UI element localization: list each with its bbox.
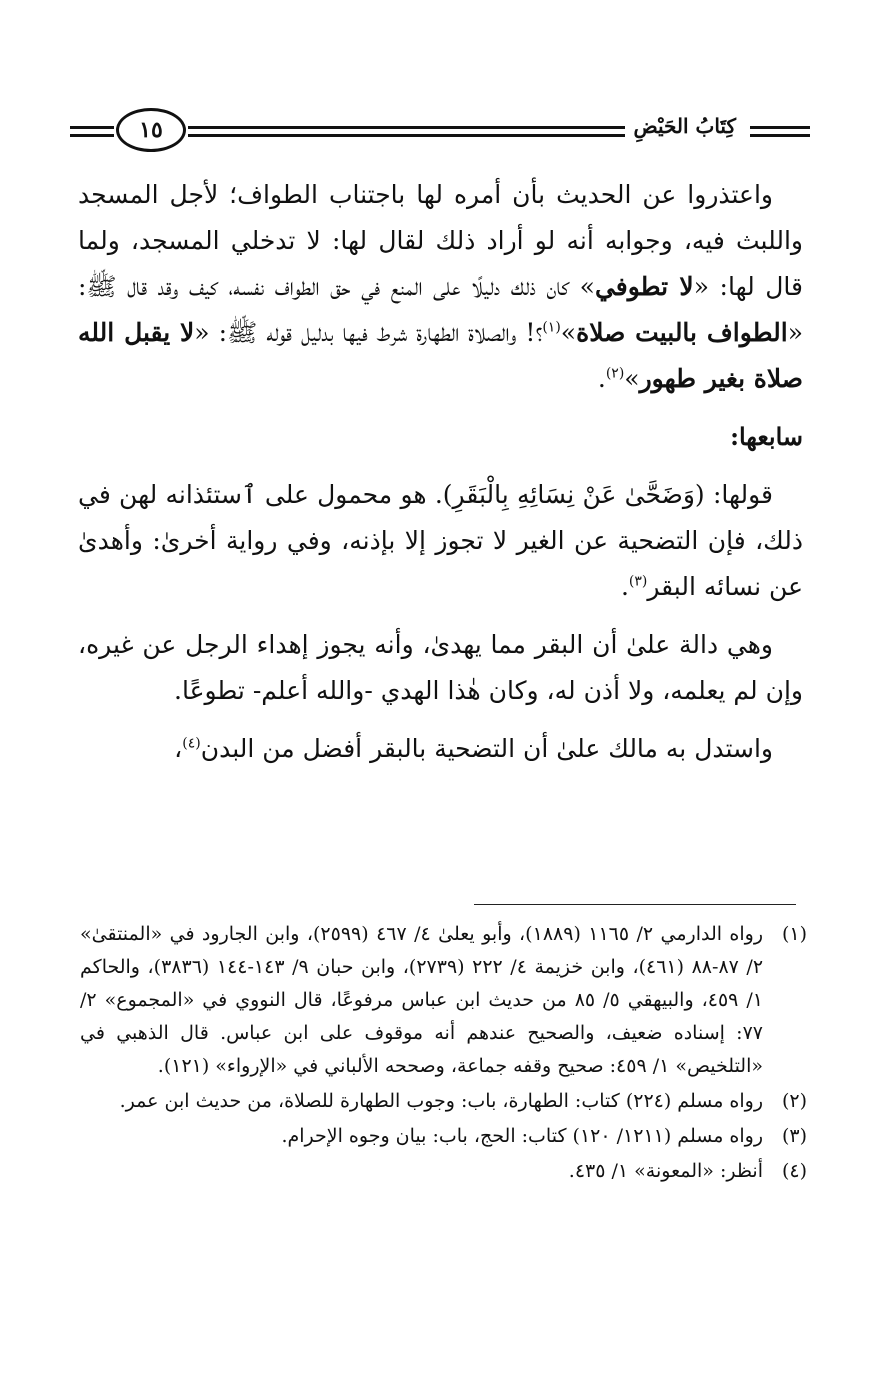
hadith-quote: لا تطوفي [594,272,694,301]
chapter-title: كِتَابُ الحَيْضِ [625,114,744,138]
text-run: » [560,318,577,347]
footnote-ref[interactable]: (٣) [628,573,648,590]
header-rule [70,126,114,129]
footnote-number: (٣) [781,1125,807,1147]
text-run: ؟! والصلاة الطهارة شرط فيها بدليل قوله ﷺ: « [194,318,543,347]
footnotes [80,918,807,1190]
footnote [80,918,807,1083]
text-run: واعتذروا عن الحديث بأن أمره لها باجتناب الطواف؛ لأجل المسجد واللبث فيه، وجوابه أنه لو أراد ذلك لقال لها: لا تدخلي المسجد، ولما قال لها: « [78,180,803,301]
header-rule [750,126,810,129]
footnote-number: (١) [781,923,807,945]
hadith-quote: لا يقبل الله صلاة بغير طهور [78,318,803,393]
text-run: . [597,364,606,393]
text-run: ، [174,734,183,763]
text-run: » [624,364,640,393]
page-header [70,108,810,154]
footnote-text: رواه الدارمي ٢/ ١١٦٥ (١٨٨٩)، وأبو يعلىٰ ٤/ ٤٦٧ (٢٥٩٩)، وابن الجارود في «المنتقىٰ» ٢/ ٨٧-٨٨ (٤٦١)، وابن خزيمة ٤/ ٢٢٢ (٢٧٣٩)، وابن حبان ٩/ ١٤٣-١٤٤ (٣٨٣٦)، والحاكم ١/ ٤٥٩، والبيهقي ٥/ ٨٥ من حديث ابن عباس مرفوعًا، قال النووي في «المجموع» ٢/ ٧٧: إسناده ضعيف، والصحيح عندهم أنه موقوف على ابن عباس. قال الذهبي في «التلخيص» ١/ ٤٥٩: صحيح وقفه جماعة، وصححه الألباني في «الإرواء» (١٢١). [80,923,764,1077]
header-rule [70,134,114,137]
text-run: . [620,572,629,601]
paragraph [78,726,803,772]
header-rule [188,134,692,137]
paragraph [78,472,803,610]
footnote-separator [474,904,796,905]
footnote [80,1120,807,1153]
text-run: واستدل به مالك علىٰ أن التضحية بالبقر أفضل من البدن [200,734,773,763]
footnote-text: رواه مسلم (٢٢٤) كتاب: الطهارة، باب: وجوب الطهارة للصلاة، من حديث ابن عمر. [119,1090,763,1112]
page-number-badge [116,108,186,152]
header-rule [750,134,810,137]
hadith-quote: الطواف بالبيت صلاة [576,318,788,347]
paragraph: وهي دالة علىٰ أن البقر مما يهدىٰ، وأنه يجوز إهداء الرجل عن غيره، وإن لم يعلمه، ولا أذن له، وكان هٰذا الهدي -والله أعلم- تطوعًا. [78,630,803,705]
section-heading: سابعها: [730,422,803,451]
footnote-ref[interactable]: (١) [542,319,561,336]
text-run: » كان ذلك دليلًا على المنع في حق الطواف نفسه، كيف وقد قال ﷺ: « [78,272,803,347]
page-number: ١٥ [139,117,163,143]
text-run: قولها: (وَضَحَّىٰ عَنْ نِسَائِهِ بِالْبَقَرِ). هو محمول على ٱستئذانه لهن في ذلك، فإن التضحية عن الغير لا تجوز إلا بإذنه، وفي رواية أخرىٰ: وأهدىٰ عن نسائه البقر [78,480,803,601]
footnote-ref[interactable]: (٢) [605,365,625,382]
footnote-number: (٢) [781,1090,807,1112]
header-rule [188,126,692,129]
paragraph [78,172,803,402]
footnote [80,1155,807,1188]
footnote-ref[interactable]: (٤) [182,735,201,752]
footnote-text: أنظر: «المعونة» ١/ ٤٣٥. [568,1160,763,1182]
main-text [78,172,803,784]
footnote [80,1085,807,1118]
footnote-text: رواه مسلم (١٢١١/ ١٢٠) كتاب: الحج، باب: بيان وجوه الإحرام. [281,1125,763,1147]
footnote-number: (٤) [781,1160,807,1182]
